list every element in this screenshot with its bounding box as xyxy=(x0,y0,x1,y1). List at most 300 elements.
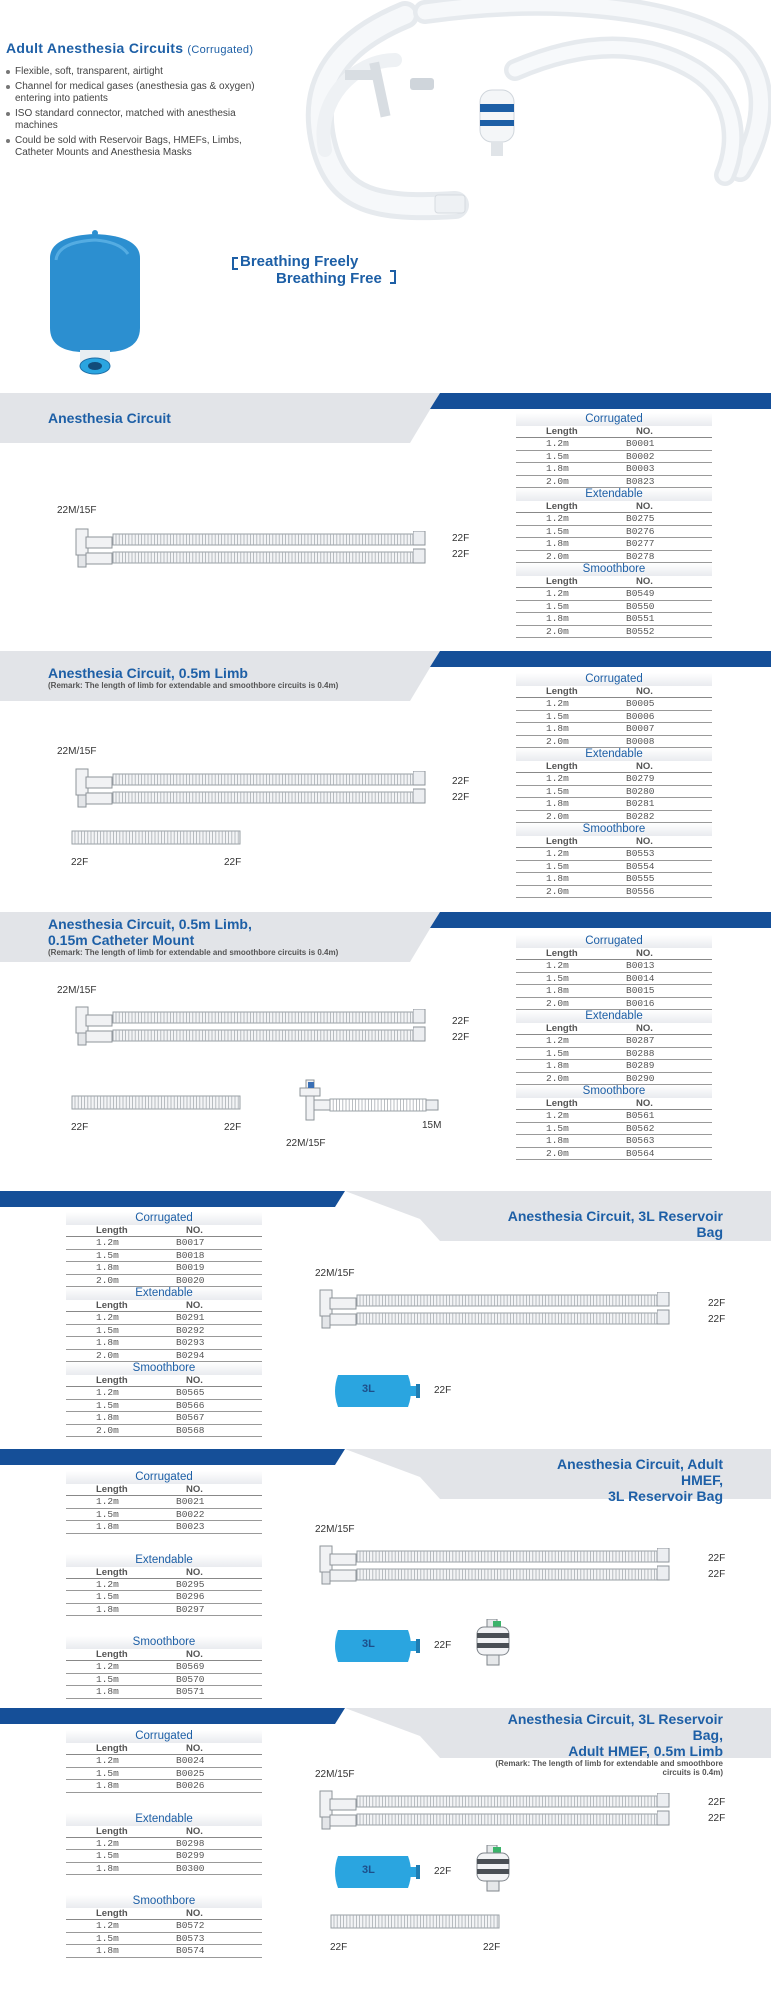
section-remark: (Remark: The length of limb for extendable and smoothbore circuits is 0.4m) xyxy=(48,681,339,690)
table-header-no: NO. xyxy=(636,501,653,512)
spec-table xyxy=(66,1730,262,1958)
table-row xyxy=(516,1048,712,1061)
row-number: B0299 xyxy=(176,1850,205,1861)
label-22m-15f: 22M/15F xyxy=(57,746,97,757)
row-length: 1.2m xyxy=(546,1110,569,1121)
table-category: Smoothbore xyxy=(516,823,712,836)
inspiratory-tube xyxy=(112,773,416,788)
row-length: 1.2m xyxy=(96,1920,119,1931)
row-length: 2.0m xyxy=(96,1424,119,1436)
row-number: B0281 xyxy=(626,798,655,809)
row-number: B0570 xyxy=(176,1673,205,1685)
band-blue xyxy=(0,1449,345,1465)
row-length: 1.5m xyxy=(546,600,569,612)
table-header-length: Length xyxy=(546,1023,578,1034)
row-length: 1.5m xyxy=(96,1399,119,1411)
table-row xyxy=(516,526,712,539)
table-row xyxy=(66,1350,262,1363)
section-title xyxy=(48,916,338,957)
row-length: 1.8m xyxy=(96,1686,119,1697)
label-22f: 22F xyxy=(452,533,470,544)
table-category: Extendable xyxy=(66,1287,262,1300)
label-22f: 22F xyxy=(330,1942,348,1953)
spec-table xyxy=(516,673,712,898)
table-category: Extendable xyxy=(516,748,712,761)
table-row xyxy=(516,723,712,736)
label-22f: 22F xyxy=(708,1569,726,1580)
row-number: B0005 xyxy=(626,698,655,709)
expiratory-tube xyxy=(356,1312,660,1327)
row-length: 1.5m xyxy=(96,1767,119,1779)
table-header-no: NO. xyxy=(636,426,653,437)
section-title-line2: 3L Reservoir Bag xyxy=(608,1488,723,1504)
table-header-length: Length xyxy=(96,1649,128,1660)
table-row xyxy=(516,736,712,749)
row-length: 2.0m xyxy=(96,1274,119,1286)
table-row xyxy=(66,1496,262,1509)
row-length: 1.2m xyxy=(546,698,569,709)
expiratory-tube xyxy=(356,1813,660,1828)
row-length: 1.5m xyxy=(546,450,569,462)
row-number: B0276 xyxy=(626,525,655,537)
row-length: 1.5m xyxy=(546,1122,569,1134)
feature-item: Could be sold with Reservoir Bags, HMEFs, Limbs, Catheter Mounts and Anesthesia Masks xyxy=(6,135,266,159)
label-22f: 22F xyxy=(434,1640,452,1651)
table-header-no: NO. xyxy=(186,1484,203,1495)
row-number: B0294 xyxy=(176,1349,205,1361)
table-category: Smoothbore xyxy=(66,1895,262,1908)
table-header-row xyxy=(66,1649,262,1661)
bag-volume-label: 3L xyxy=(362,1638,375,1650)
circuit-drawing xyxy=(66,765,456,825)
label-22m-15f: 22M/15F xyxy=(315,1524,355,1535)
row-length: 1.5m xyxy=(546,785,569,797)
row-length: 1.5m xyxy=(96,1673,119,1685)
row-length: 1.5m xyxy=(96,1324,119,1336)
table-row xyxy=(516,711,712,724)
table-header-length: Length xyxy=(96,1908,128,1919)
tube-end-cuffs xyxy=(657,1292,671,1326)
row-length: 1.2m xyxy=(96,1496,119,1507)
table-header-row xyxy=(516,1023,712,1035)
table-row xyxy=(66,1237,262,1250)
table-category: Smoothbore xyxy=(66,1636,262,1649)
row-number: B0275 xyxy=(626,513,655,524)
bag-volume-label: 3L xyxy=(362,1383,375,1395)
hmef-filter xyxy=(473,1845,513,1893)
table-row xyxy=(516,861,712,874)
row-length: 1.2m xyxy=(546,848,569,859)
table-row xyxy=(516,476,712,489)
table-category: Corrugated xyxy=(516,413,712,426)
label-22f: 22F xyxy=(71,857,89,868)
bag-volume-label: 3L xyxy=(362,1864,375,1876)
label-22f: 22F xyxy=(434,1866,452,1877)
section-title xyxy=(490,1208,723,1240)
table-header-length: Length xyxy=(546,426,578,437)
row-number: B0001 xyxy=(626,438,655,449)
circuit-drawing xyxy=(66,1003,456,1063)
row-length: 2.0m xyxy=(546,810,569,822)
table-header-row xyxy=(66,1567,262,1579)
row-length: 1.2m xyxy=(546,960,569,971)
expiratory-tube xyxy=(112,1029,416,1044)
label-22f: 22F xyxy=(708,1797,726,1808)
label-15m: 15M xyxy=(422,1120,442,1131)
row-number: B0019 xyxy=(176,1262,205,1273)
circuit-drawing xyxy=(310,1787,700,1847)
table-row xyxy=(66,1674,262,1687)
row-number: B0568 xyxy=(176,1424,205,1436)
table-row xyxy=(66,1850,262,1863)
table-row xyxy=(66,1661,262,1674)
row-length: 1.2m xyxy=(96,1312,119,1323)
circuit-drawing xyxy=(310,1286,700,1346)
row-length: 1.8m xyxy=(546,723,569,734)
table-row xyxy=(66,1920,262,1933)
table-header-row xyxy=(66,1300,262,1312)
label-22m-15f: 22M/15F xyxy=(315,1769,355,1780)
table-header-no: NO. xyxy=(186,1300,203,1311)
table-row xyxy=(516,1060,712,1073)
row-number: B0022 xyxy=(176,1508,205,1520)
section-title xyxy=(48,665,338,690)
row-number: B0296 xyxy=(176,1591,205,1602)
row-length: 1.8m xyxy=(96,1262,119,1273)
table-category: Extendable xyxy=(516,1010,712,1023)
row-length: 1.5m xyxy=(546,525,569,537)
row-number: B0564 xyxy=(626,1147,655,1159)
row-length: 1.8m xyxy=(546,873,569,884)
label-22f: 22F xyxy=(452,549,470,560)
table-row xyxy=(516,463,712,476)
table-header-length: Length xyxy=(546,1098,578,1109)
table-category: Smoothbore xyxy=(516,563,712,576)
row-number: B0567 xyxy=(176,1412,205,1423)
row-number: B0292 xyxy=(176,1324,205,1336)
table-header-no: NO. xyxy=(186,1743,203,1754)
tube-end-cuffs xyxy=(413,771,427,805)
table-header-row xyxy=(66,1484,262,1496)
y-piece-connector xyxy=(310,1544,360,1594)
label-22f: 22F xyxy=(452,1032,470,1043)
section-remark: (Remark: The length of limb for extendable and smoothbore circuits is 0.4m) xyxy=(495,1759,723,1777)
y-piece-connector xyxy=(310,1288,360,1338)
table-row xyxy=(516,773,712,786)
row-length: 2.0m xyxy=(546,625,569,637)
row-number: B0572 xyxy=(176,1920,205,1931)
table-row xyxy=(516,588,712,601)
row-length: 1.2m xyxy=(96,1755,119,1766)
row-number: B0282 xyxy=(626,810,655,822)
table-header-no: NO. xyxy=(636,948,653,959)
table-row xyxy=(516,1135,712,1148)
tube-end-cuffs xyxy=(657,1793,671,1827)
table-header-no: NO. xyxy=(636,576,653,587)
row-number: B0551 xyxy=(626,613,655,624)
row-length: 1.8m xyxy=(96,1412,119,1423)
label-22f: 22F xyxy=(434,1385,452,1396)
table-row xyxy=(66,1945,262,1958)
row-length: 1.5m xyxy=(96,1508,119,1520)
table-header-length: Length xyxy=(546,948,578,959)
row-length: 1.2m xyxy=(546,438,569,449)
row-number: B0823 xyxy=(626,475,655,487)
row-number: B0278 xyxy=(626,550,655,562)
row-number: B0280 xyxy=(626,785,655,797)
row-number: B0287 xyxy=(626,1035,655,1046)
table-row xyxy=(516,513,712,526)
row-number: B0549 xyxy=(626,588,655,599)
circuit-drawing xyxy=(66,525,456,585)
table-header-no: NO. xyxy=(636,1098,653,1109)
spec-table xyxy=(516,935,712,1160)
table-header-length: Length xyxy=(96,1484,128,1495)
row-length: 1.8m xyxy=(546,1135,569,1146)
band-blue xyxy=(430,651,771,667)
label-22m-15f: 22M/15F xyxy=(57,505,97,516)
table-row xyxy=(516,873,712,886)
section-title-line1: Anesthesia Circuit, 3L Reservoir Bag, xyxy=(507,1711,723,1743)
table-header-no: NO. xyxy=(186,1908,203,1919)
title-sub: (Corrugated) xyxy=(187,44,254,56)
row-length: 1.8m xyxy=(96,1945,119,1956)
row-length: 1.5m xyxy=(96,1249,119,1261)
table-header-length: Length xyxy=(96,1743,128,1754)
row-length: 2.0m xyxy=(546,885,569,897)
table-row xyxy=(66,1591,262,1604)
label-22f: 22F xyxy=(224,857,242,868)
table-header-no: NO. xyxy=(636,836,653,847)
table-row xyxy=(66,1521,262,1534)
table-row xyxy=(66,1863,262,1876)
table-row xyxy=(516,848,712,861)
tube-end-cuffs xyxy=(413,531,427,565)
row-number: B0008 xyxy=(626,735,655,747)
row-number: B0023 xyxy=(176,1521,205,1532)
row-length: 1.8m xyxy=(546,463,569,474)
table-header-row xyxy=(516,1098,712,1110)
table-row xyxy=(66,1425,262,1438)
band-blue xyxy=(430,912,771,928)
row-number: B0016 xyxy=(626,997,655,1009)
label-22f: 22F xyxy=(71,1122,89,1133)
label-22m-15f: 22M/15F xyxy=(315,1268,355,1279)
table-row xyxy=(66,1250,262,1263)
row-length: 1.5m xyxy=(96,1591,119,1602)
inspiratory-tube xyxy=(356,1294,660,1309)
table-row xyxy=(66,1686,262,1699)
y-piece-connector xyxy=(310,1789,360,1839)
row-length: 1.2m xyxy=(96,1837,119,1849)
row-number: B0279 xyxy=(626,773,655,784)
inspiratory-tube xyxy=(112,1011,416,1026)
row-number: B0291 xyxy=(176,1312,205,1323)
row-length: 2.0m xyxy=(546,475,569,487)
row-number: B0566 xyxy=(176,1399,205,1411)
table-row xyxy=(516,601,712,614)
row-number: B0025 xyxy=(176,1767,205,1779)
label-22m-15f: 22M/15F xyxy=(286,1138,326,1149)
reservoir-bag-3l xyxy=(330,1850,422,1894)
row-number: B0555 xyxy=(626,873,655,884)
feature-item: Channel for medical gases (anesthesia gas & oxygen) entering into patients xyxy=(6,81,266,105)
row-length: 1.5m xyxy=(546,1047,569,1059)
row-length: 1.2m xyxy=(96,1578,119,1590)
band-blue xyxy=(430,393,771,409)
row-length: 2.0m xyxy=(546,1072,569,1084)
table-category: Extendable xyxy=(66,1813,262,1826)
table-header-no: NO. xyxy=(186,1649,203,1660)
table-row xyxy=(66,1325,262,1338)
row-length: 1.5m xyxy=(546,972,569,984)
table-header-no: NO. xyxy=(186,1566,203,1578)
spec-table xyxy=(66,1471,262,1699)
table-row xyxy=(66,1509,262,1522)
section-title-line1: Anesthesia Circuit xyxy=(48,410,171,426)
band-blue xyxy=(0,1191,345,1207)
limb-tube xyxy=(330,1914,502,1931)
section-title-line2: 0.15m Catheter Mount xyxy=(48,932,195,948)
row-number: B0293 xyxy=(176,1337,205,1348)
limb-tube xyxy=(71,830,243,847)
table-category: Corrugated xyxy=(66,1212,262,1225)
row-length: 1.8m xyxy=(96,1603,119,1615)
table-category: Extendable xyxy=(516,488,712,501)
row-number: B0556 xyxy=(626,885,655,897)
table-header-row xyxy=(516,836,712,848)
row-length: 1.8m xyxy=(546,798,569,809)
row-number: B0550 xyxy=(626,600,655,612)
table-category: Corrugated xyxy=(66,1730,262,1743)
table-row xyxy=(66,1768,262,1781)
table-header-length: Length xyxy=(96,1300,128,1311)
table-row xyxy=(516,1110,712,1123)
row-number: B0015 xyxy=(626,985,655,996)
table-header-row xyxy=(66,1826,262,1838)
title-main: Adult Anesthesia Circuits xyxy=(6,40,184,56)
table-header-row xyxy=(66,1225,262,1237)
table-row xyxy=(66,1400,262,1413)
y-piece-connector xyxy=(66,527,116,577)
table-header-length: Length xyxy=(546,576,578,587)
table-header-length: Length xyxy=(546,836,578,847)
row-number: B0002 xyxy=(626,450,655,462)
table-header-row xyxy=(66,1908,262,1920)
table-row xyxy=(66,1755,262,1768)
table-row xyxy=(516,960,712,973)
row-length: 1.5m xyxy=(96,1932,119,1944)
expiratory-tube xyxy=(112,551,416,566)
table-row xyxy=(516,1073,712,1086)
row-number: B0565 xyxy=(176,1387,205,1398)
table-header-length: Length xyxy=(96,1825,128,1837)
row-length: 1.5m xyxy=(546,860,569,872)
label-22m-15f: 22M/15F xyxy=(57,985,97,996)
table-row xyxy=(516,698,712,711)
table-row xyxy=(516,626,712,639)
row-length: 1.2m xyxy=(546,773,569,784)
label-22f: 22F xyxy=(452,792,470,803)
inspiratory-tube xyxy=(356,1795,660,1810)
feature-item: Flexible, soft, transparent, airtight xyxy=(6,66,266,78)
row-number: B0290 xyxy=(626,1072,655,1084)
table-row xyxy=(66,1412,262,1425)
inspiratory-tube xyxy=(356,1550,660,1565)
limb-tube xyxy=(71,1095,243,1112)
reservoir-bag-3l xyxy=(330,1624,422,1668)
table-header-row xyxy=(516,426,712,438)
row-number: B0017 xyxy=(176,1237,205,1248)
table-row xyxy=(516,451,712,464)
row-length: 1.2m xyxy=(546,513,569,524)
row-number: B0574 xyxy=(176,1945,205,1956)
row-number: B0014 xyxy=(626,972,655,984)
table-row xyxy=(66,1387,262,1400)
table-header-row xyxy=(516,761,712,773)
table-row xyxy=(516,438,712,451)
section-title-line1: Anesthesia Circuit, 0.5m Limb, xyxy=(48,916,252,932)
section-remark: (Remark: The length of limb for extendable and smoothbore circuits is 0.4m) xyxy=(48,948,339,957)
row-length: 2.0m xyxy=(96,1349,119,1361)
section-title-line1: Anesthesia Circuit, 0.5m Limb xyxy=(48,665,248,681)
page-title xyxy=(6,40,253,56)
row-length: 1.5m xyxy=(546,710,569,722)
row-length: 1.2m xyxy=(96,1661,119,1672)
label-22f: 22F xyxy=(708,1813,726,1824)
table-header-length: Length xyxy=(546,686,578,697)
row-length: 1.8m xyxy=(546,538,569,549)
row-length: 1.8m xyxy=(546,613,569,624)
row-number: B0026 xyxy=(176,1780,205,1791)
table-category: Corrugated xyxy=(66,1471,262,1484)
row-length: 1.8m xyxy=(96,1780,119,1791)
table-category: Corrugated xyxy=(516,673,712,686)
table-row xyxy=(516,613,712,626)
table-header-length: Length xyxy=(546,761,578,772)
row-length: 2.0m xyxy=(546,735,569,747)
row-number: B0573 xyxy=(176,1932,205,1944)
row-number: B0007 xyxy=(626,723,655,734)
table-header-no: NO. xyxy=(636,1023,653,1034)
row-number: B0561 xyxy=(626,1110,655,1121)
label-22f: 22F xyxy=(452,1016,470,1027)
label-22f: 22F xyxy=(708,1314,726,1325)
tube-end-cuffs xyxy=(657,1548,671,1582)
section-title-line1: Anesthesia Circuit, 3L Reservoir Bag xyxy=(507,1208,723,1240)
table-row xyxy=(66,1312,262,1325)
row-length: 1.2m xyxy=(96,1237,119,1248)
row-number: B0297 xyxy=(176,1603,205,1615)
row-number: B0554 xyxy=(626,860,655,872)
table-row xyxy=(66,1262,262,1275)
table-header-row xyxy=(516,576,712,588)
slogan xyxy=(230,253,398,287)
row-number: B0553 xyxy=(626,848,655,859)
reservoir-bag-image xyxy=(40,228,150,378)
table-row xyxy=(516,973,712,986)
table-row xyxy=(66,1780,262,1793)
expiratory-tube xyxy=(356,1568,660,1583)
table-row xyxy=(66,1933,262,1946)
row-length: 1.5m xyxy=(96,1850,119,1861)
table-header-no: NO. xyxy=(636,686,653,697)
row-number: B0300 xyxy=(176,1862,205,1874)
inspiratory-tube xyxy=(112,533,416,548)
section-title-line2: Adult HMEF, 0.5m Limb xyxy=(568,1743,723,1759)
row-length: 2.0m xyxy=(546,550,569,562)
table-row xyxy=(516,538,712,551)
